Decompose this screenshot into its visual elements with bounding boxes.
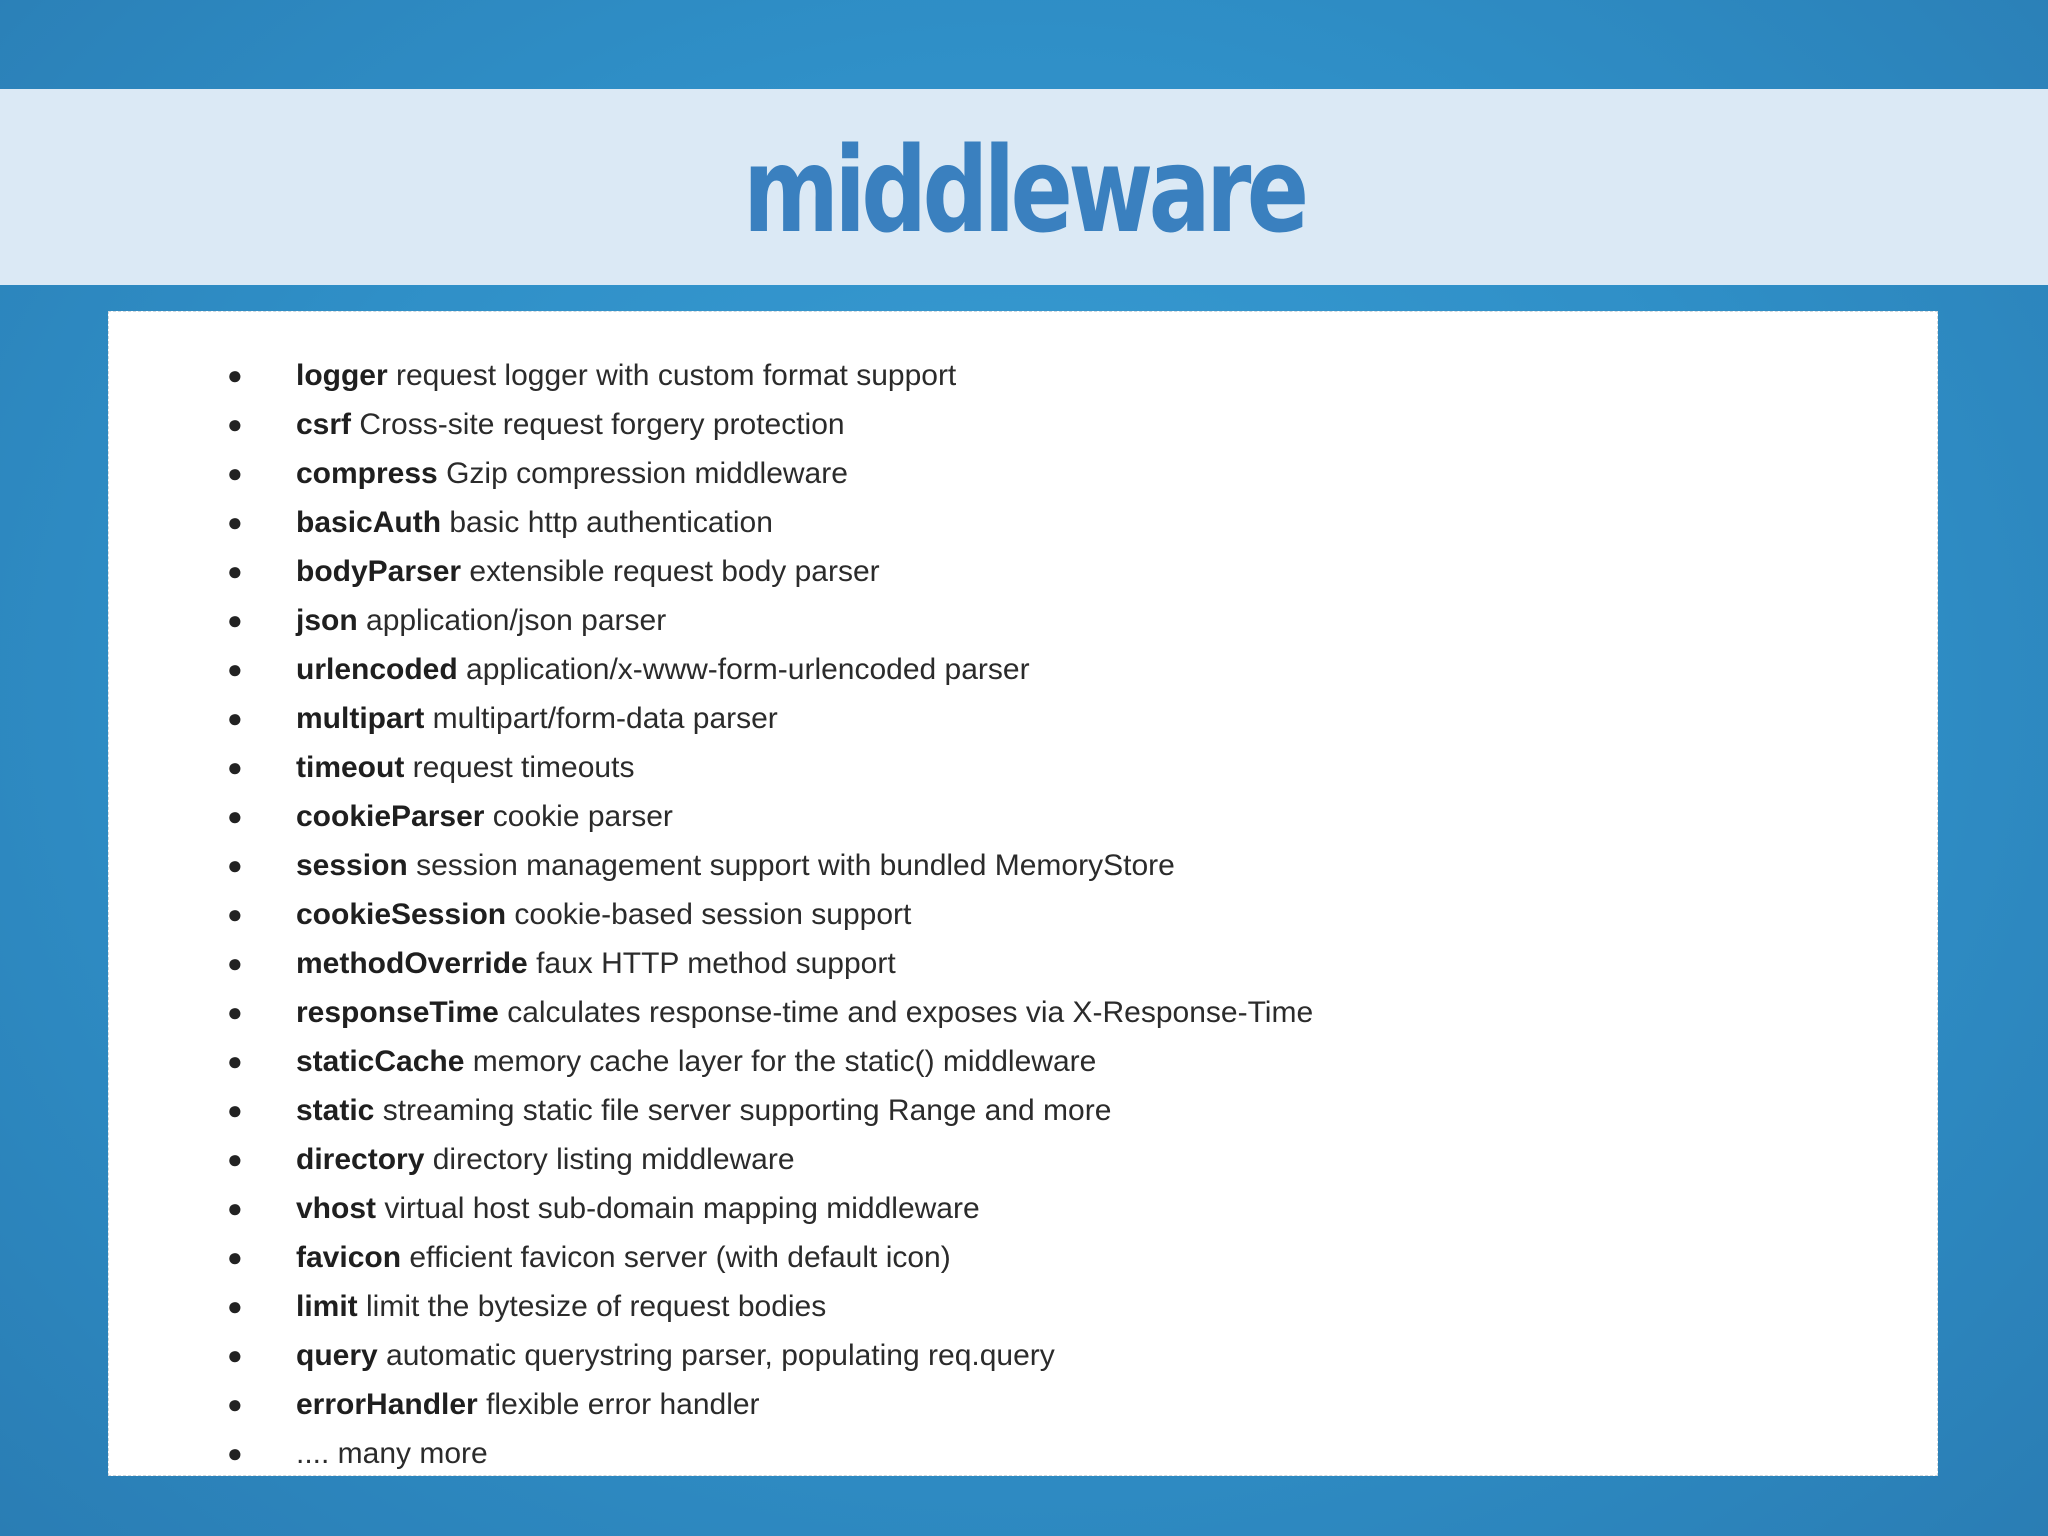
- item-text: [296, 498, 773, 547]
- list-item: [109, 1380, 1937, 1429]
- item-term: responseTime: [296, 996, 499, 1029]
- item-text: [296, 939, 896, 988]
- bullet-icon: ●: [227, 1144, 243, 1174]
- list-item: [109, 1135, 1937, 1184]
- bullet-icon: ●: [227, 1242, 243, 1272]
- item-text: [296, 743, 634, 792]
- item-term: json: [296, 604, 358, 637]
- item-term: urlencoded: [296, 653, 458, 686]
- bullet-icon: ●: [227, 458, 243, 488]
- bullet-icon: ●: [227, 1340, 243, 1370]
- item-description: efficient favicon server (with default icon): [401, 1241, 951, 1274]
- bullet-icon: ●: [227, 409, 243, 439]
- item-text: [296, 596, 666, 645]
- item-term: favicon: [296, 1241, 402, 1274]
- bullet-icon: ●: [227, 948, 243, 978]
- item-term: cookieParser: [296, 800, 485, 833]
- list-item: [109, 890, 1937, 939]
- list-item: [109, 351, 1937, 400]
- list-item: [109, 1037, 1937, 1086]
- item-description: request timeouts: [404, 751, 635, 784]
- item-text: [296, 1037, 1096, 1086]
- list-item: [109, 645, 1937, 694]
- list-item: [109, 743, 1937, 792]
- item-description: streaming static file server supporting Range and more: [374, 1094, 1112, 1127]
- item-term: static: [296, 1094, 375, 1127]
- item-description: application/x-www-form-urlencoded parser: [457, 653, 1030, 686]
- item-text: [296, 645, 1030, 694]
- item-term: compress: [296, 457, 438, 490]
- list-item: [109, 792, 1937, 841]
- item-text: [296, 1282, 826, 1331]
- item-description: basic http authentication: [441, 506, 773, 539]
- item-term: multipart: [296, 702, 425, 735]
- item-term: session: [296, 849, 408, 882]
- title-band: [0, 89, 2048, 285]
- item-term: limit: [296, 1290, 358, 1323]
- bullet-icon: ●: [227, 360, 243, 390]
- item-description: directory listing middleware: [424, 1143, 795, 1176]
- list-item: [109, 547, 1937, 596]
- list-item: [109, 596, 1937, 645]
- bullet-icon: ●: [227, 752, 243, 782]
- item-term: vhost: [296, 1192, 377, 1225]
- item-description: flexible error handler: [477, 1388, 760, 1421]
- list-item: [109, 1429, 1937, 1478]
- item-description: application/json parser: [357, 604, 667, 637]
- bullet-icon: ●: [227, 556, 243, 586]
- item-description: Gzip compression middleware: [437, 457, 848, 490]
- list-item: [109, 841, 1937, 890]
- item-description: .... many more: [296, 1437, 488, 1470]
- list-item: [109, 988, 1937, 1037]
- item-text: [296, 1184, 980, 1233]
- item-term: csrf: [296, 408, 352, 441]
- item-term: staticCache: [296, 1045, 465, 1078]
- item-text: [296, 1380, 760, 1429]
- list-item: [109, 400, 1937, 449]
- bullet-icon: ●: [227, 605, 243, 635]
- item-description: limit the bytesize of request bodies: [357, 1290, 827, 1323]
- item-term: query: [296, 1339, 378, 1372]
- item-description: multipart/form-data parser: [424, 702, 778, 735]
- list-item: [109, 1233, 1937, 1282]
- list-item: [109, 449, 1937, 498]
- item-description: faux HTTP method support: [527, 947, 896, 980]
- bullet-icon: ●: [227, 1389, 243, 1419]
- item-text: [296, 1429, 488, 1478]
- item-text: [296, 547, 880, 596]
- item-term: basicAuth: [296, 506, 442, 539]
- bullet-icon: ●: [227, 997, 243, 1027]
- item-description: calculates response-time and exposes via X-Response-Time: [498, 996, 1314, 1029]
- item-description: session management support with bundled MemoryStore: [407, 849, 1175, 882]
- item-text: [296, 694, 778, 743]
- item-text: [296, 841, 1175, 890]
- item-term: methodOverride: [296, 947, 528, 980]
- item-text: [296, 351, 956, 400]
- list-item: [109, 939, 1937, 988]
- list-item: [109, 498, 1937, 547]
- bullet-icon: ●: [227, 1095, 243, 1125]
- item-description: Cross-site request forgery protection: [351, 408, 845, 441]
- content-card: [108, 311, 1938, 1476]
- item-text: [296, 1331, 1055, 1380]
- item-description: virtual host sub-domain mapping middleware: [376, 1192, 980, 1225]
- middleware-list: [109, 351, 1937, 1478]
- list-item: [109, 1086, 1937, 1135]
- bullet-icon: ●: [227, 654, 243, 684]
- bullet-icon: ●: [227, 801, 243, 831]
- item-text: [296, 1233, 951, 1282]
- item-term: bodyParser: [296, 555, 462, 588]
- item-text: [296, 988, 1313, 1037]
- item-text: [296, 1086, 1111, 1135]
- item-text: [296, 792, 673, 841]
- item-term: logger: [296, 359, 388, 392]
- list-item: [109, 1331, 1937, 1380]
- list-item: [109, 1282, 1937, 1331]
- bullet-icon: ●: [227, 899, 243, 929]
- item-text: [296, 1135, 795, 1184]
- bullet-icon: ●: [227, 850, 243, 880]
- list-item: [109, 1184, 1937, 1233]
- item-text: [296, 449, 848, 498]
- item-description: automatic querystring parser, populating req.query: [377, 1339, 1055, 1372]
- bullet-icon: ●: [227, 703, 243, 733]
- item-text: [296, 400, 845, 449]
- bullet-icon: ●: [227, 1291, 243, 1321]
- list-item: [109, 694, 1937, 743]
- slide-title: middleware: [743, 121, 1305, 259]
- item-description: extensible request body parser: [461, 555, 880, 588]
- item-term: timeout: [296, 751, 405, 784]
- item-term: directory: [296, 1143, 425, 1176]
- item-term: errorHandler: [296, 1388, 478, 1421]
- item-description: request logger with custom format support: [387, 359, 957, 392]
- bullet-icon: ●: [227, 1438, 243, 1468]
- item-description: memory cache layer for the static() middleware: [464, 1045, 1097, 1078]
- bullet-icon: ●: [227, 1193, 243, 1223]
- bullet-icon: ●: [227, 507, 243, 537]
- item-description: cookie-based session support: [506, 898, 912, 931]
- item-text: [296, 890, 911, 939]
- item-description: cookie parser: [484, 800, 673, 833]
- item-term: cookieSession: [296, 898, 507, 931]
- bullet-icon: ●: [227, 1046, 243, 1076]
